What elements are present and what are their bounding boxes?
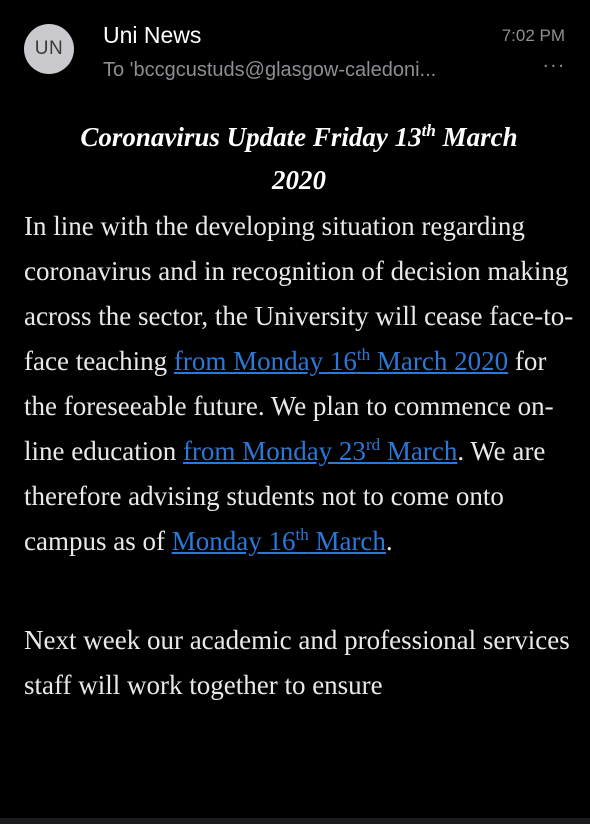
more-options-icon[interactable]: ··· xyxy=(542,56,566,77)
bottom-toolbar-edge xyxy=(0,818,590,824)
email-body xyxy=(24,116,574,708)
sender-name[interactable]: Uni News xyxy=(103,22,202,48)
email-header xyxy=(0,0,590,100)
paragraph-gap xyxy=(24,564,574,618)
sent-time: 7:02 PM xyxy=(501,26,565,45)
recipient-line[interactable]: To 'bccgcustuds@glasgow-caledoni... xyxy=(103,59,437,81)
link-monday-16-march[interactable]: Monday 16th March xyxy=(171,525,386,556)
sender-avatar[interactable]: UN xyxy=(24,24,74,74)
link-monday-23-march[interactable]: from Monday 23rd March xyxy=(182,435,458,466)
email-title: Coronavirus Update Friday 13th March 2020 xyxy=(80,121,518,195)
paragraph-2: Next week our academic and professional services staff will work together to ensure xyxy=(24,625,570,700)
link-monday-16-march-2020[interactable]: from Monday 16th March 2020 xyxy=(173,345,509,376)
paragraph-1: In line with the developing situation regarding coronavirus and in recognition of decision making across the sector, the University will cease face-to-face teaching from Monday 16th March 2020 for the foreseeable future. We plan to commence on-line education from Monday 23rd March. We are therefore advising students not to come onto campus as of Monday 16th March. xyxy=(24,211,574,556)
